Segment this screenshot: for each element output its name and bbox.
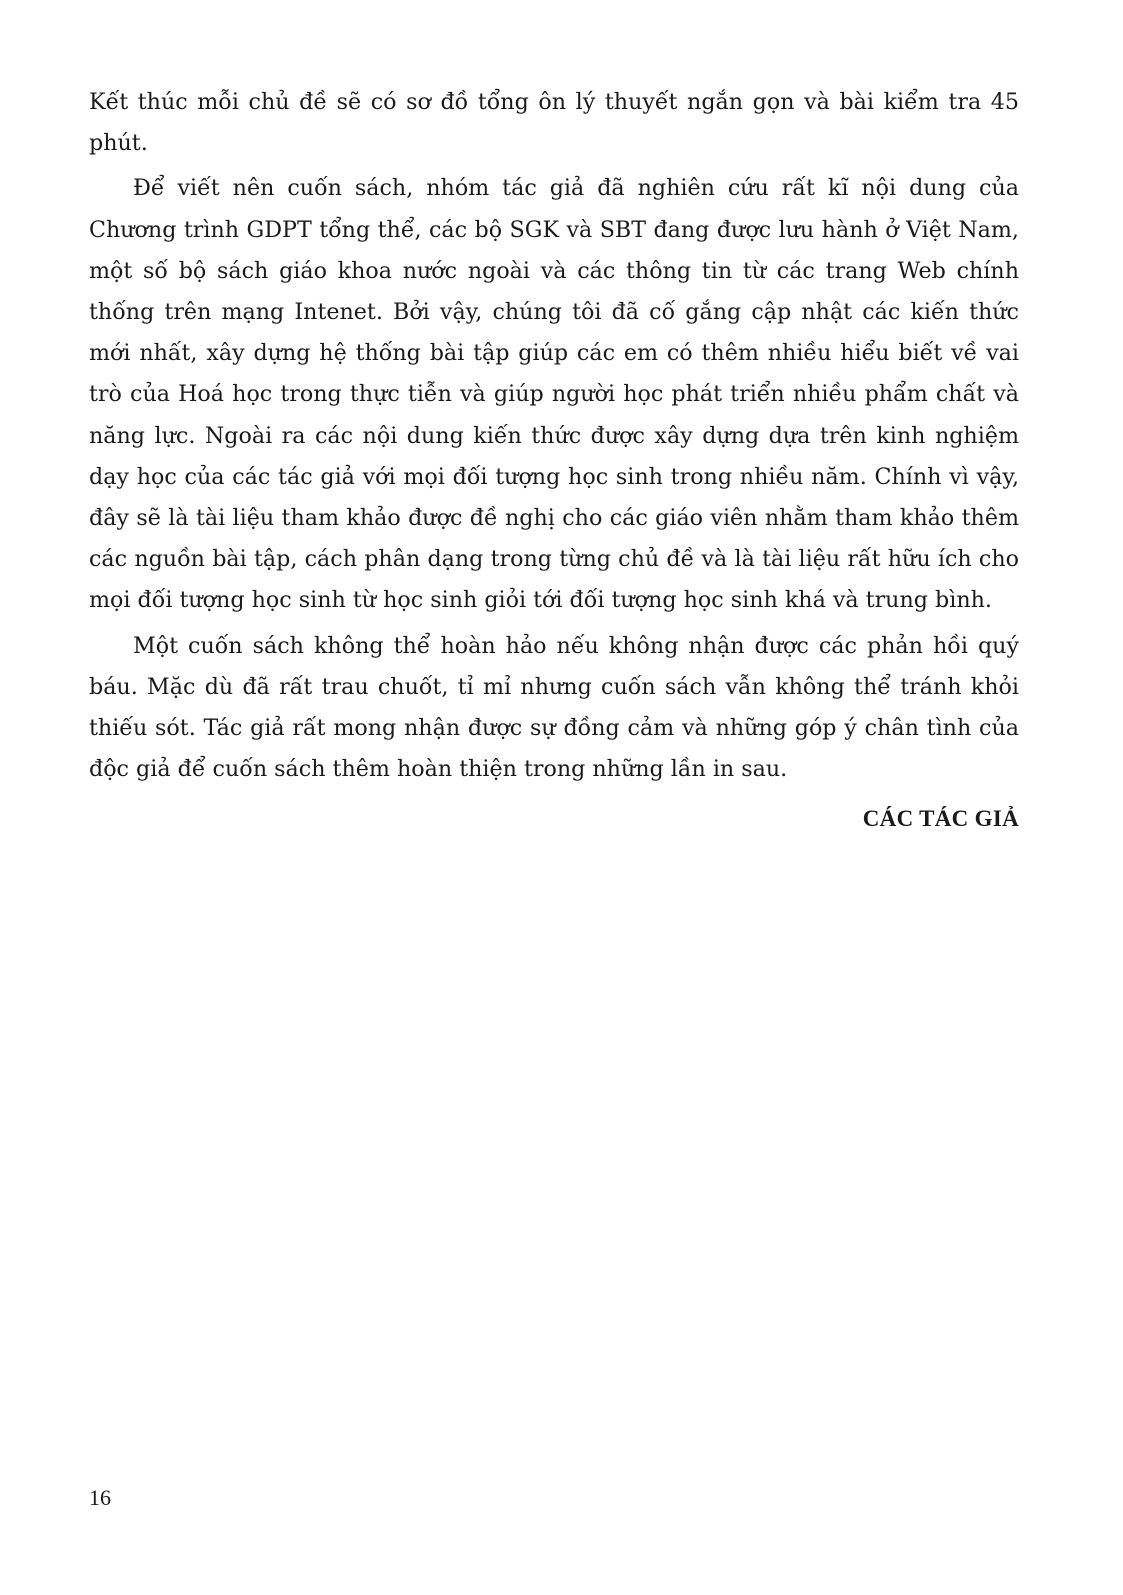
paragraph-feedback-request: Một cuốn sách không thể hoàn hảo nếu không nhận được các phản hồi quý báu. Mặc dù đã rất trau chuốt, tỉ mỉ nhưng cuốn sách vẫn không thể tránh khỏi thiếu sót. Tác giả rất mong nhận được sự đồng cảm và những góp ý chân tình của độc giả để cuốn sách thêm hoàn thiện trong những lần in sau. [89, 632, 1019, 783]
paragraph-research-description: Để viết nên cuốn sách, nhóm tác giả đã nghiên cứu rất kĩ nội dung của Chương trình GDPT tổng thể, các bộ SGK và SBT đang được lưu hành ở Việt Nam, một số bộ sách giáo khoa nước ngoài và các thông tin từ các trang Web chính thống trên mạng Intenet. Bởi vậy, chúng tôi đã cố gắng cập nhật các kiến thức mới nhất, xây dựng hệ thống bài tập giúp các em có thêm nhiều hiểu biết về vai trò của Hoá học trong thực tiễn và giúp người học phát triển nhiều phẩm chất và năng lực. Ngoài ra các nội dung kiến thức được xây dựng dựa trên kinh nghiệm dạy học của các tác giả với mọi đối tượng học sinh trong nhiều năm. Chính vì vậy, đây sẽ là tài liệu tham khảo được đề nghị cho các giáo viên nhằm tham khảo thêm các nguồn bài tập, cách phân dạng trong từng chủ đề và là tài liệu rất hữu ích cho mọi đối tượng học sinh từ học sinh giỏi tới đối tượng học sinh khá và trung bình. [89, 175, 1019, 614]
document-body [89, 82, 1019, 838]
paragraph-closing-note: Kết thúc mỗi chủ đề sẽ có sơ đồ tổng ôn lý thuyết ngắn gọn và bài kiểm tra 45 phút. [89, 89, 1019, 157]
page-number: 16 [89, 1485, 111, 1510]
authors-signature: CÁC TÁC GIẢ [862, 806, 1019, 832]
